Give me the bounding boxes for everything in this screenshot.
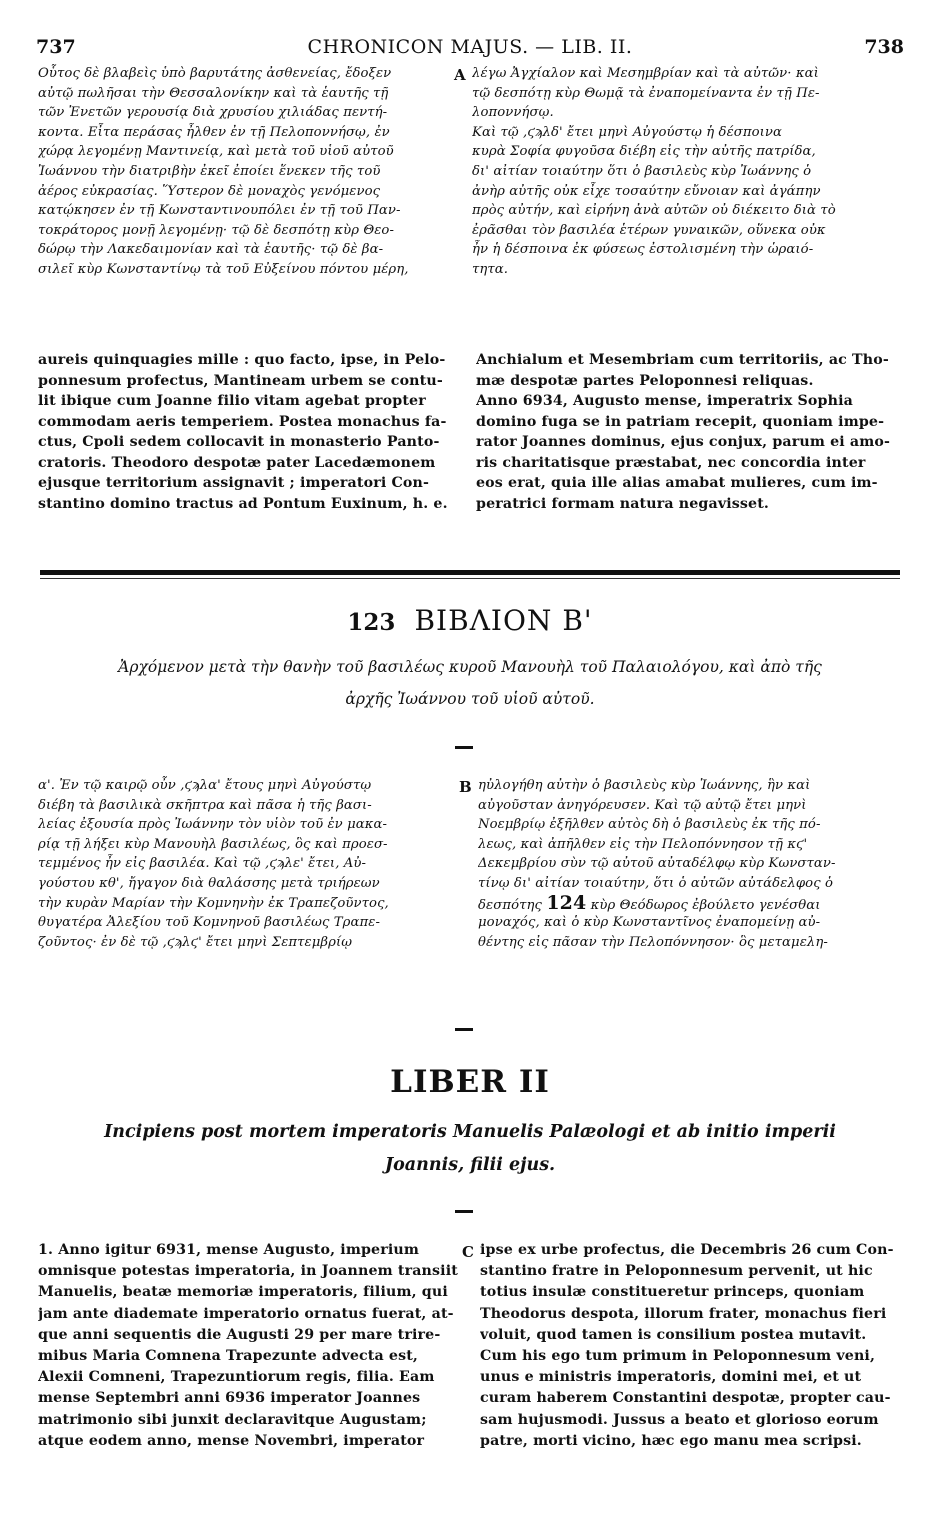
latin-top-right-column bbox=[476, 350, 900, 514]
text-line: διέβη τὰ βασιλικὰ σκῆπτρα καὶ πᾶσα ἡ τῆς βασι- bbox=[38, 797, 372, 813]
text-line: ηὐλογήθη αὐτὴν ὁ βασιλεὺς κὺρ Ἰωάννης, ἣν καὶ bbox=[478, 778, 811, 793]
liber-title: LIBER II bbox=[390, 1064, 550, 1100]
text-line: ipse ex urbe profectus, die Decembris 26 cum Con- bbox=[480, 1242, 894, 1258]
text-line: rator Joannes dominus, ejus conjux, parum ei amo- bbox=[476, 434, 891, 450]
text-line: ρίᾳ τῇ λήξει κὺρ Μανουὴλ βασιλέως, ὃς καὶ προεσ- bbox=[38, 836, 388, 852]
text-line: atque eodem anno, mense Novembri, imperator bbox=[38, 1432, 425, 1449]
text-line: τίνῳ δι' αἰτίαν τοιαύτην, ὅτι ὁ αὐτῶν αὐτάδελφος ὁ bbox=[478, 875, 834, 891]
text-line: Manuelis, beatæ memoriæ imperatoris, filium, qui bbox=[38, 1284, 448, 1301]
text-line: τῶν Ἐνετῶν γερουσίᾳ διὰ χρυσίου χιλιάδας πεντή- bbox=[38, 105, 388, 121]
text-line: μοναχός, καὶ ὁ κὺρ Κωνσταντῖνος ἐναπομείνῃ αὐ- bbox=[478, 915, 821, 931]
text-line: Ἰωάννου τὴν διατριβὴν ἐκεῖ ἐποίει ἕνεκεν τῆς τοῦ bbox=[38, 163, 381, 179]
text-line: Alexii Comneni, Trapezuntiorum regis, filia. Eam bbox=[38, 1369, 435, 1386]
margin-marker-b: B bbox=[459, 778, 472, 796]
text-line: eos erat, quia ille alias amabat mulieres, cum im- bbox=[476, 475, 878, 491]
text-line: aureis quinquagies mille : quo facto, ipse, in Pelo- bbox=[38, 352, 446, 368]
text-line: domino fuga se in patriam recepit, quoniam impe- bbox=[476, 413, 885, 430]
text-line: patre, morti vicino, hæc ego manu mea scripsi. bbox=[480, 1432, 862, 1449]
latin-bottom-left-column bbox=[38, 1240, 460, 1452]
text-line: Νοεμβρίῳ ἐξῆλθεν αὐτὸς δὴ ὁ βασιλεὺς ἐκ τῆς πό- bbox=[478, 817, 821, 833]
text-line: δι' αἰτίαν τοιαύτην ὅτι ὁ βασιλεὺς κὺρ Ἰωάννης ὁ bbox=[472, 163, 812, 179]
greek-top-left-column bbox=[38, 64, 458, 280]
text-line: αὐτῷ πωλῆσαι τὴν Θεσσαλονίκην καὶ τὰ ἑαυτῆς τῇ bbox=[38, 85, 389, 101]
text-line: matrimonio sibi junxit declaravitque Augustam; bbox=[38, 1411, 427, 1428]
text-line: τητα. bbox=[472, 261, 509, 277]
text-line: τῷ δεσπότῃ κὺρ Θωμᾷ τὰ ἐναπομείναντα ἐν τῇ Πε- bbox=[472, 85, 820, 101]
text-line bbox=[478, 894, 902, 914]
inline-page-number: 124 bbox=[546, 893, 587, 914]
text-line: curam haberem Constantini despotæ, propter cau- bbox=[480, 1390, 891, 1407]
text-line: αὐγοῦσταν ἀνηγόρευσεν. Καὶ τῷ αὐτῷ ἔτει μηνὶ bbox=[478, 797, 807, 813]
greek-top-right-column bbox=[472, 64, 902, 280]
liber-subtitle-line-1: Incipiens post mortem imperatoris Manuelis Palæologi et ab initio imperii bbox=[104, 1122, 836, 1142]
text-line: mibus Maria Comnena Trapezunte advecta est, bbox=[38, 1347, 419, 1364]
text-line: que anni sequentis die Augusti 29 per mare trire- bbox=[38, 1326, 441, 1343]
text-line: ejusque territorium assignavit ; imperatori Con- bbox=[38, 475, 430, 491]
section-dash-2 bbox=[455, 1028, 473, 1031]
margin-marker-c: C bbox=[462, 1243, 474, 1261]
text-line: ctus, Cpoli sedem collocavit in monasterio Panto- bbox=[38, 434, 440, 450]
text-line: χώρᾳ λεγομένῃ Μαντινείᾳ, καὶ μετὰ τοῦ υἱοῦ αὐτοῦ bbox=[38, 144, 394, 160]
text-line: λοποννήσῳ. bbox=[472, 105, 554, 121]
text-line: δώρῳ τὴν Λακεδαιμονίαν καὶ τὰ ἑαυτῆς· τῷ δὲ βα- bbox=[38, 242, 384, 258]
text-line: mæ despotæ partes Peloponnesi reliquas. bbox=[476, 372, 814, 389]
running-header bbox=[30, 36, 910, 58]
text-line: Anchialum et Mesembriam cum territoriis, ac Tho- bbox=[476, 352, 889, 368]
text-line-fragment: δεσπότης bbox=[478, 897, 543, 913]
text-line: lit ibique cum Joanne filio vitam agebat propter bbox=[38, 393, 426, 409]
book-subtitle-line-1: Ἀρχόμενον μετὰ τὴν θανὴν τοῦ βασιλέως κυροῦ Μανουὴλ τοῦ Παλαιολόγου, καὶ ἀπὸ τῆς bbox=[118, 658, 822, 676]
text-line: Καὶ τῷ ,ϛϡλδ' ἔτει μηνὶ Αὐγούστῳ ἡ δέσποινα bbox=[472, 124, 783, 140]
text-line: omnisque potestas imperatoria, in Joannem transiit bbox=[38, 1263, 458, 1280]
text-line: peratrici formam natura negavisset. bbox=[476, 495, 770, 512]
latin-bottom-right-column bbox=[480, 1240, 902, 1452]
text-line: θυγατέρα Ἀλεξίου τοῦ Κομνηνοῦ βασιλέως Τραπε- bbox=[38, 915, 381, 931]
section-rule-thick bbox=[40, 570, 900, 575]
section-rule-thin bbox=[40, 578, 900, 579]
text-line: ζοῦντος· ἐν δὲ τῷ ,ϛϡλϛ' ἔτει μηνὶ Σεπτεμβρίῳ bbox=[38, 934, 353, 950]
text-line: stantino domino tractus ad Pontum Euxinum, h. e. bbox=[38, 495, 448, 512]
text-line: λέγω Ἀγχίαλον καὶ Μεσημβρίαν καὶ τὰ αὐτῶν· καὶ bbox=[472, 66, 819, 81]
page-number-left: 737 bbox=[36, 36, 76, 58]
book-title: ΒΙΒΛΙΟΝ Β' bbox=[414, 604, 593, 637]
book-heading bbox=[0, 604, 940, 637]
text-line: α'. Ἐν τῷ καιρῷ οὖν ,ϛϡλα' ἔτους μηνὶ Αὐγούστῳ bbox=[38, 778, 372, 793]
text-line: ponnesum profectus, Mantineam urbem se contu- bbox=[38, 372, 443, 389]
text-line: ἀνὴρ αὐτῆς οὐκ εἶχε τοσαύτην εὔνοιαν καὶ ἀγάπην bbox=[472, 183, 821, 199]
text-line: θέντης εἰς πᾶσαν τὴν Πελοπόννησον· ὃς μεταμελη- bbox=[478, 934, 828, 950]
greek-mid-right-column bbox=[478, 776, 902, 952]
text-line: Theodorus despota, illorum frater, monachus fieri bbox=[480, 1305, 887, 1322]
text-line: Δεκεμβρίου σὺν τῷ αὐτοῦ αὐταδέλφῳ κὺρ Κωνσταν- bbox=[478, 856, 836, 872]
text-line: λεως, καὶ ἀπῆλθεν εἰς τὴν Πελοπόννησον τῇ κϛ' bbox=[478, 836, 808, 852]
book-page-number: 123 bbox=[347, 609, 396, 636]
text-line: κοντα. Εἶτα περάσας ἦλθεν ἐν τῇ Πελοποννήσῳ, ἐν bbox=[38, 124, 390, 140]
text-line: κατῴκησεν ἐν τῇ Κωνσταντινουπόλει ἐν τῇ τοῦ Παν- bbox=[38, 203, 401, 219]
margin-marker-a: A bbox=[454, 66, 466, 84]
text-line: commodam aeris temperiem. Postea monachus fa- bbox=[38, 413, 447, 430]
text-line: 1. Anno igitur 6931, mense Augusto, imperium bbox=[38, 1242, 420, 1258]
text-line: ris charitatisque præstabat, nec concordia inter bbox=[476, 454, 866, 471]
text-line: ἀέρος εὐκρασίας. Ὕστερον δὲ μοναχὸς γενόμενος bbox=[38, 183, 381, 199]
page-number-right: 738 bbox=[864, 36, 904, 58]
liber-subtitle-line-2: Joannis, filii ejus. bbox=[384, 1155, 556, 1175]
text-line: ἐρᾶσθαι τὸν βασιλέα ἑτέρων γυναικῶν, οὕνεκα οὐκ bbox=[472, 222, 826, 238]
greek-mid-left-column bbox=[38, 776, 458, 952]
text-line: τὴν κυρὰν Μαρίαν τὴν Κομνηνὴν ἐκ Τραπεζοῦντος, bbox=[38, 895, 389, 911]
text-line: πρὸς αὐτήν, καὶ εἰρήνη ἀνὰ αὐτῶν οὐ διέκειτο διὰ τὸ bbox=[472, 203, 836, 219]
text-line: κυρὰ Σοφία φυγοῦσα διέβη εἰς τὴν αὐτῆς πατρίδα, bbox=[472, 144, 816, 160]
text-line: Οὗτος δὲ βλαβεὶς ὑπὸ βαρυτάτης ἀσθενείας, ἔδοξεν bbox=[38, 66, 392, 81]
text-line: γούστου κθ', ἤγαγον διὰ θαλάσσης μετὰ τριήρεων bbox=[38, 875, 380, 891]
running-title: CHRONICON MAJUS. — LIB. II. bbox=[307, 36, 633, 58]
text-line: sam hujusmodi. Jussus a beato et glorioso eorum bbox=[480, 1411, 879, 1428]
text-line: voluit, quod tamen is consilium postea mutavit. bbox=[480, 1326, 867, 1343]
text-line: jam ante diademate imperatorio ornatus fuerat, at- bbox=[38, 1305, 454, 1322]
text-line: mense Septembri anni 6936 imperator Joannes bbox=[38, 1390, 421, 1407]
text-line: cratoris. Theodoro despotæ pater Lacedæmonem bbox=[38, 454, 436, 471]
text-line: totius insulæ constitueretur princeps, quoniam bbox=[480, 1284, 865, 1301]
text-line: τοκράτορος μονῇ λεγομένῃ· τῷ δὲ δεσπότῃ κὺρ Θεο- bbox=[38, 222, 395, 238]
book-subtitle-line-2: ἀρχῆς Ἰωάννου τοῦ υἱοῦ αὐτοῦ. bbox=[345, 690, 595, 708]
latin-top-left-column bbox=[38, 350, 460, 514]
text-line: Anno 6934, Augusto mense, imperatrix Sophia bbox=[476, 393, 853, 409]
text-line: σιλεῖ κὺρ Κωνσταντίνῳ τὰ τοῦ Εὐξείνου πόντου μέρη, bbox=[38, 261, 409, 277]
text-line: unus e ministris imperatoris, domini mei, et ut bbox=[480, 1369, 862, 1386]
section-dash-1 bbox=[455, 746, 473, 749]
text-line: stantino fratre in Peloponnesum pervenit, ut hic bbox=[480, 1263, 873, 1280]
text-line: ἦν ἡ δέσποινα ἐκ φύσεως ἐστολισμένη τὴν ὡραιό- bbox=[472, 242, 814, 258]
text-line: Cum his ego tum primum in Peloponnesum veni, bbox=[480, 1347, 876, 1364]
text-line: λείας ἐξουσία πρὸς Ἰωάννην τὸν υἱὸν τοῦ ἐν μακα- bbox=[38, 817, 388, 833]
section-dash-3 bbox=[455, 1210, 473, 1213]
text-line: τεμμένος ἦν εἰς βασιλέα. Καὶ τῷ ,ϛϡλε' ἔτει, Αὐ- bbox=[38, 856, 367, 872]
text-line-fragment: κὺρ Θεόδωρος ἐβούλετο γενέσθαι bbox=[590, 897, 821, 913]
